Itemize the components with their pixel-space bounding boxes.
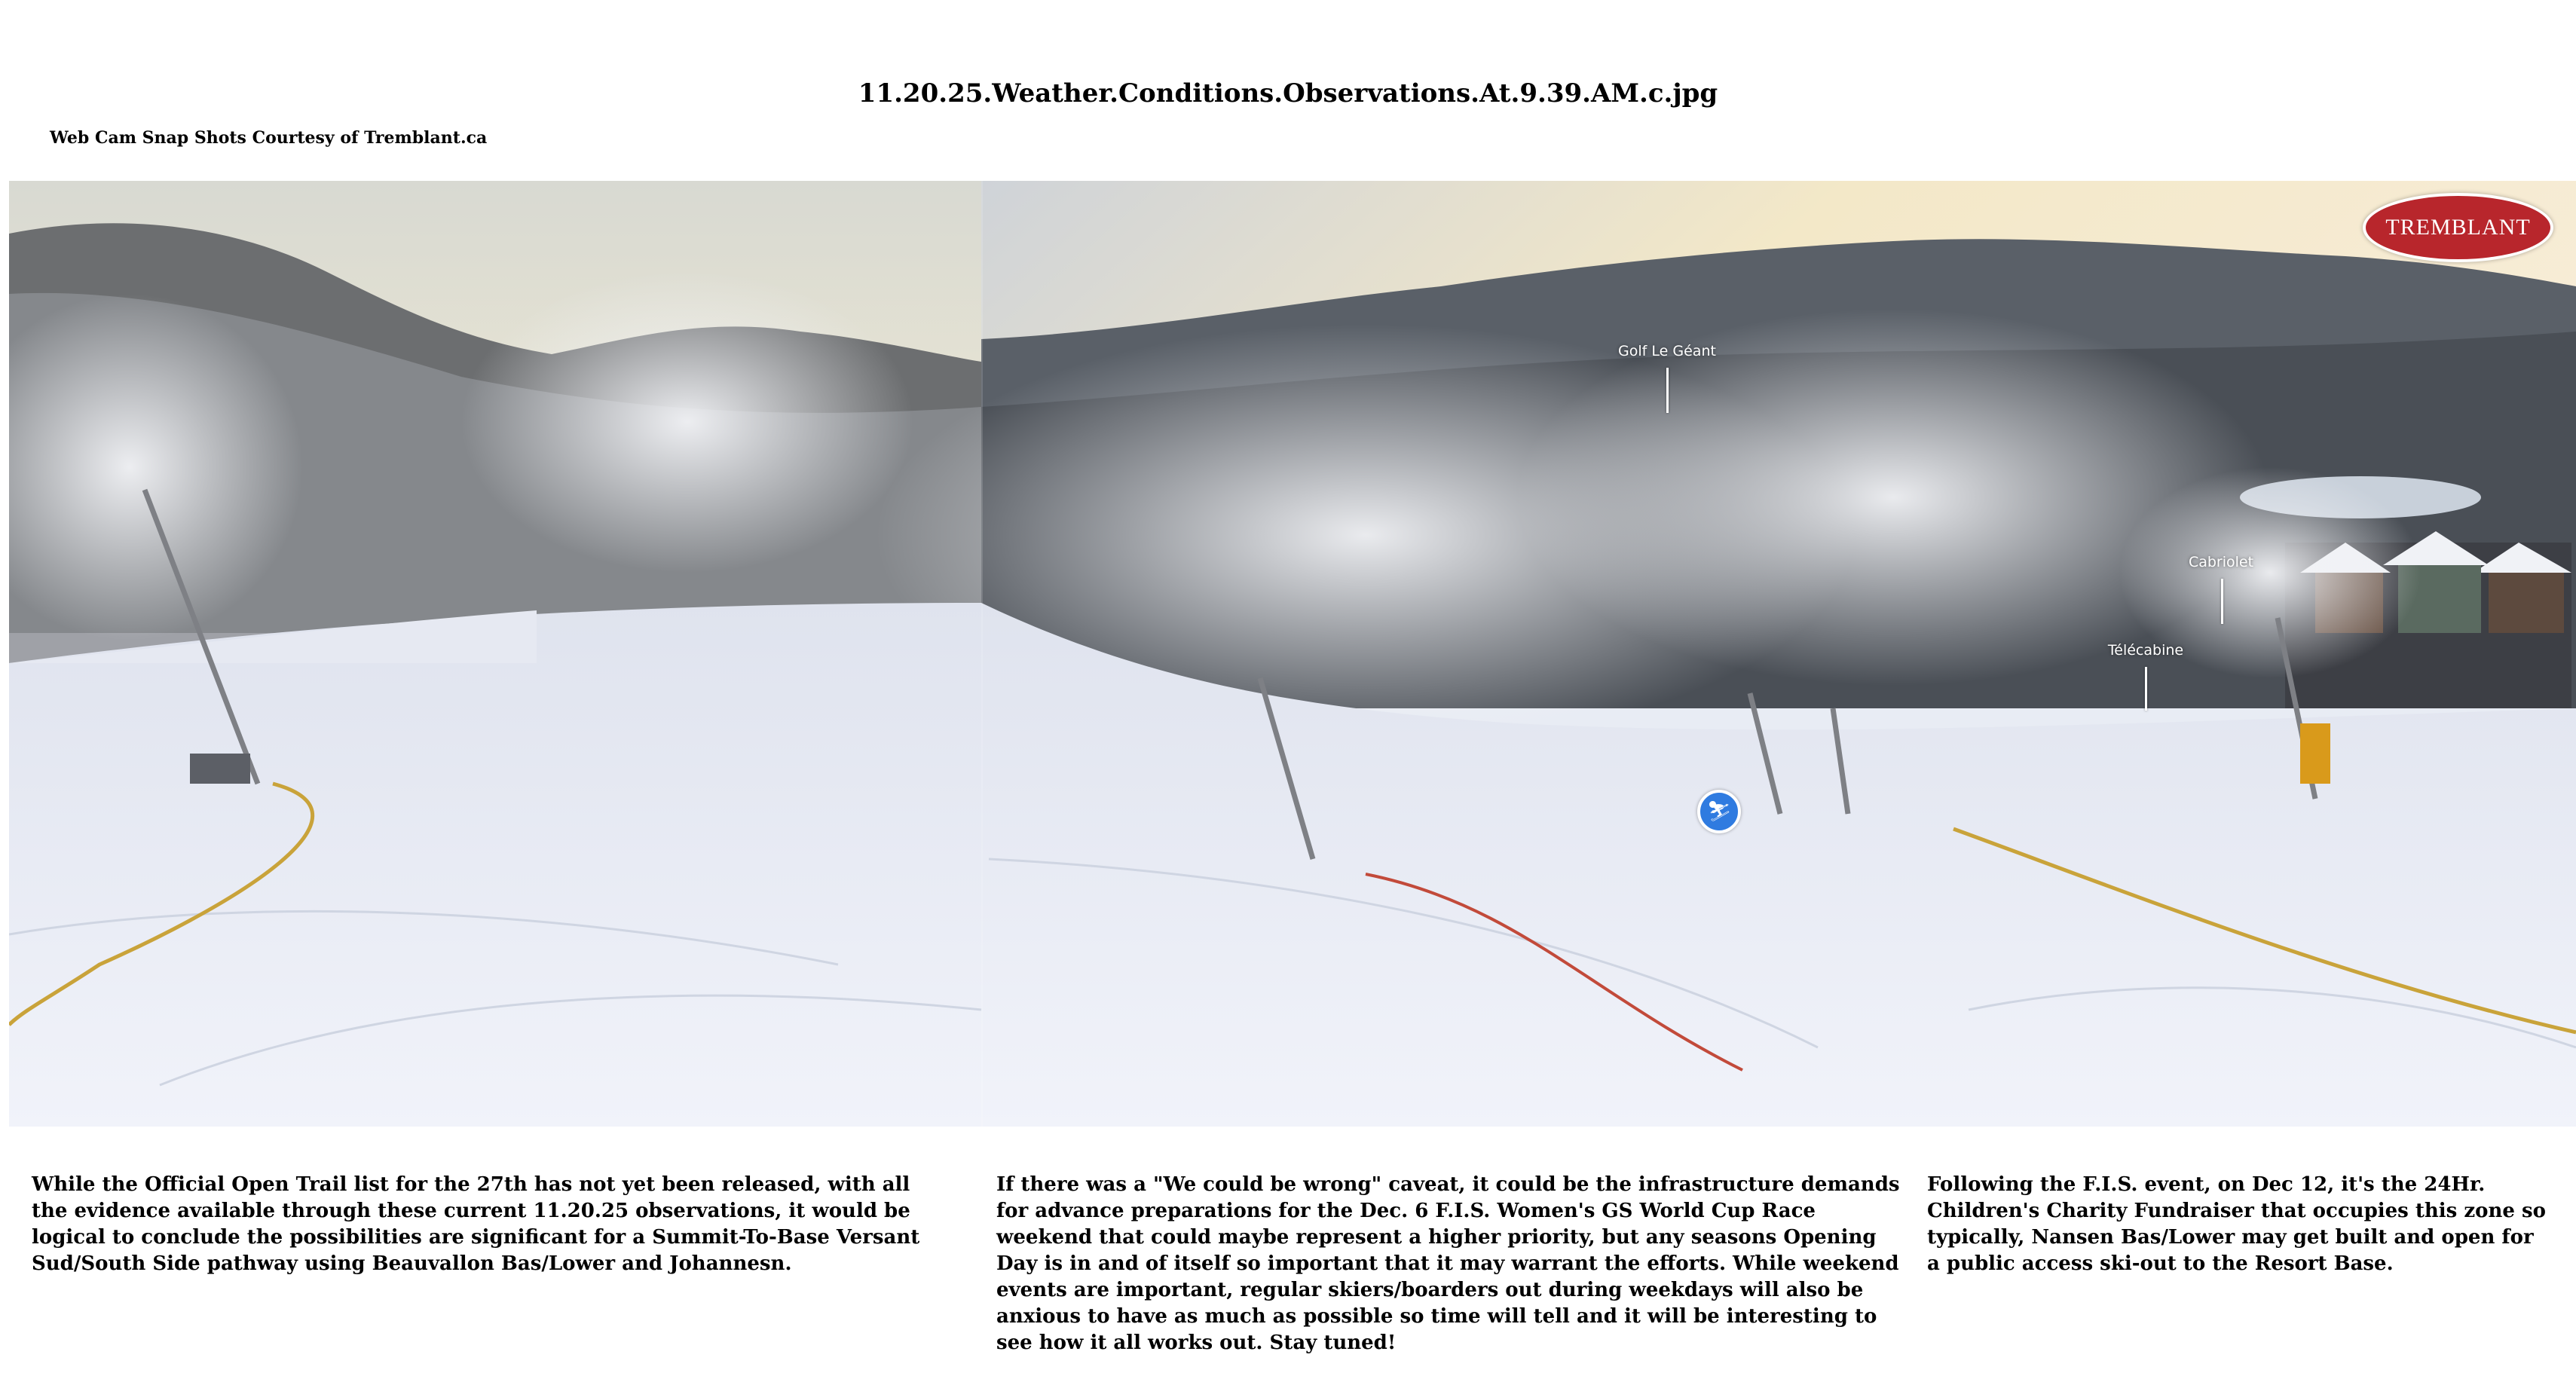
snow-gun-base [190,754,250,784]
golf-label-pointer [1666,368,1669,413]
photo-credit: Web Cam Snap Shots Courtesy of Tremblant.ca [50,128,488,148]
cabriolet-label: Cabriolet [2188,554,2254,570]
cabriolet-label-pointer [2221,579,2223,624]
snow-mist [461,271,913,573]
webcam-panorama [9,181,2576,1127]
page-title: 11.20.25.Weather.Conditions.Observations.At.9.39.AM.c.jpg [858,78,1718,109]
commentary-paragraph-1: While the Official Open Trail list for the 27th has not yet been released, with all the evidence available through these current 11.20.25 observations, it would be logical to conclude the possibilities are significant for a Summit-To-Base Versant Sud/South Side pathway using Beauvallon Bas/Lower and Johannesn. [32,1173,920,1275]
telecabine-label: Télécabine [2107,642,2184,659]
commentary-paragraph-3: Following the F.I.S. event, on Dec 12, it's the 24Hr. Children's Charity Fundraiser that occupies this zone so typically, Nansen Bas/Lower may get built and open for a public access ski-out to the Resort Base. [1927,1173,2546,1275]
panel-seam [981,181,983,1127]
snow-gun-fan [2300,723,2330,784]
telecabine-label-pointer [2145,667,2147,711]
golf-le-geant-label: Golf Le Géant [1618,343,1716,359]
tremblant-logo: TREMBLANT [2363,193,2553,262]
webcam-scene [9,181,2576,1127]
skier-icon: ⛷ [1697,790,1741,833]
commentary-paragraph-2: If there was a "We could be wrong" caveat, it could be the infrastructure demands for advance preparations for the Dec. 6 F.I.S. Women's GS World Cup Race weekend that could maybe represent a higher priority, but any seasons Opening Day is in and of itself so important that it may warrant the efforts. While weekend events are important, regular skiers/boarders out during weekdays will also be anxious to have as much as possible so time will tell and it will be interesting to see how it all works out. Stay tuned! [996,1173,1900,1354]
